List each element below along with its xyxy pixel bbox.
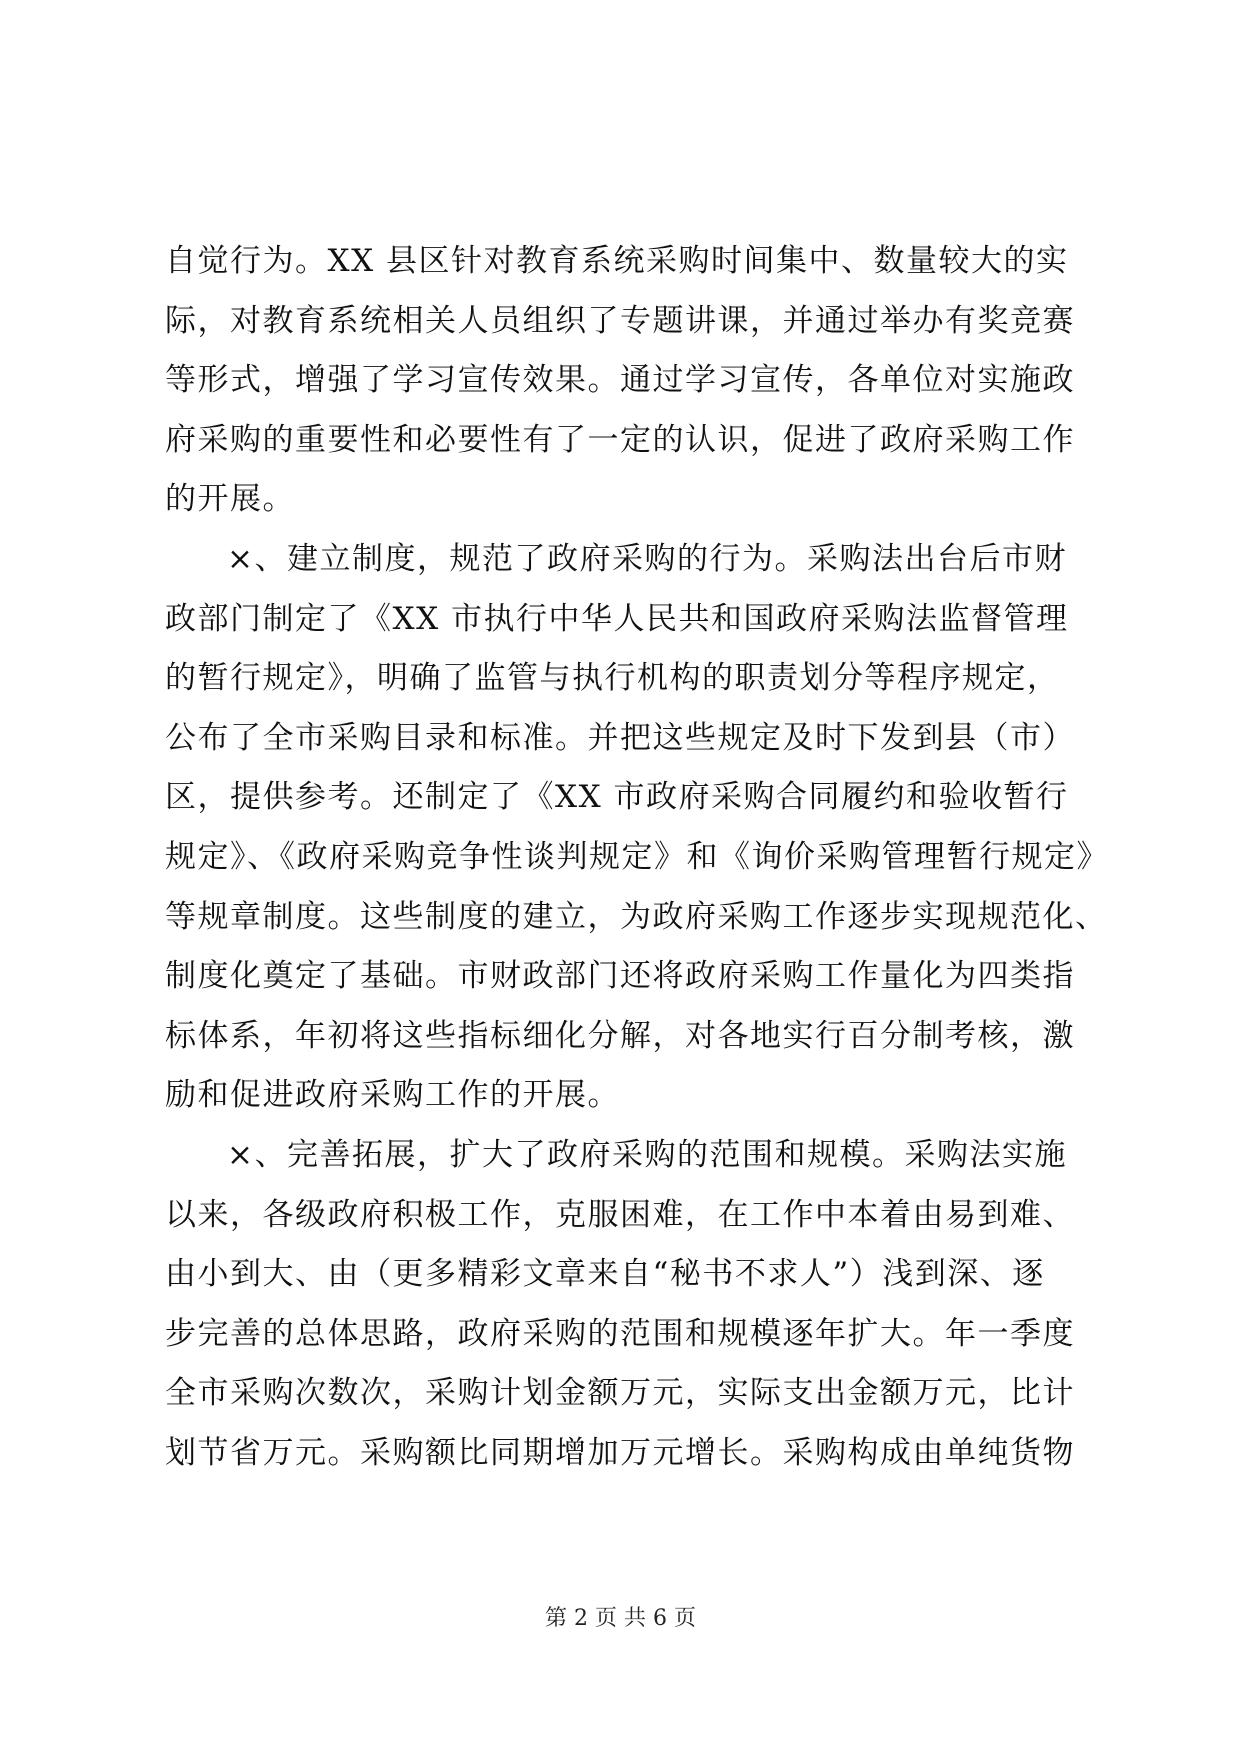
text-line: ×、建立制度，规范了政府采购的行为。采购法出台后市财 — [227, 540, 1067, 577]
text-line: 由小到大、由（更多精彩文章来自“秘书不求人”）浅到深、逐 — [165, 1256, 1045, 1293]
paragraph — [165, 1126, 1085, 1484]
text-line: 规定》、《政府采购竞争性谈判规定》和《询价采购管理暂行规定》 — [165, 838, 1109, 875]
text-line: 自觉行为。XX 县区针对教育系统采购时间集中、数量较大的实 — [165, 243, 1069, 279]
paragraph — [165, 530, 1109, 1126]
text-line: 政部门制定了《XX 市执行中华人民共和国政府采购法监督管理 — [165, 600, 1069, 637]
text-line: 制度化奠定了基础。市财政部门还将政府采购工作量化为四类指 — [165, 958, 1075, 995]
text-line: 等规章制度。这些制度的建立，为政府采购工作逐步实现规范化、 — [165, 898, 1108, 935]
text-line: 的暂行规定》，明确了监管与执行机构的职责划分等程序规定， — [165, 660, 1060, 697]
text-line: 的开展。 — [165, 481, 295, 518]
document-body — [165, 232, 1109, 1483]
text-line: 步完善的总体思路，政府采购的范围和规模逐年扩大。年一季度 — [165, 1315, 1075, 1352]
page-number-footer: 第 2 页 共 6 页 — [545, 1606, 696, 1631]
text-line: 划节省万元。采购额比同期增加万元增长。采购构成由单纯货物 — [165, 1434, 1075, 1471]
text-line: 励和促进政府采购工作的开展。 — [165, 1077, 620, 1114]
text-line: 全市采购次数次，采购计划金额万元，实际支出金额万元，比计 — [165, 1375, 1075, 1412]
text-line: 际，对教育系统相关人员组织了专题讲课，并通过举办有奖竞赛 — [165, 302, 1075, 339]
text-line: ×、完善拓展，扩大了政府采购的范围和规模。采购法实施 — [227, 1136, 1067, 1173]
text-line: 标体系，年初将这些指标细化分解，对各地实行百分制考核，激 — [165, 1017, 1075, 1054]
text-line: 区，提供参考。还制定了《XX 市政府采购合同履约和验收暂行 — [165, 779, 1069, 816]
paragraph — [165, 232, 1085, 530]
text-line: 公布了全市采购目录和标准。并把这些规定及时下发到县（市） — [165, 719, 1075, 756]
text-line: 府采购的重要性和必要性有了一定的认识，促进了政府采购工作 — [165, 421, 1075, 458]
text-line: 以来，各级政府积极工作，克服困难，在工作中本着由易到难、 — [165, 1196, 1075, 1233]
text-line: 等形式，增强了学习宣传效果。通过学习宣传，各单位对实施政 — [165, 362, 1075, 399]
